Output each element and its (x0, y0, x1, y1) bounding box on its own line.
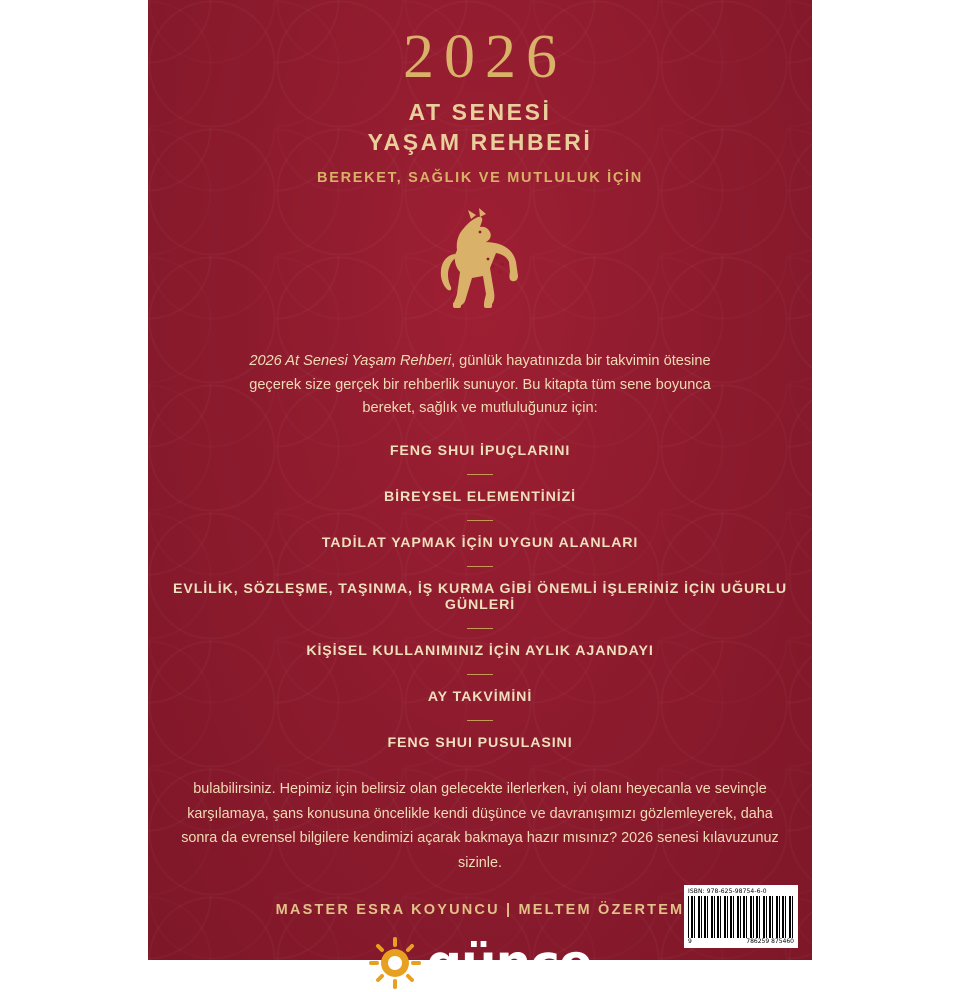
title-line-1: AT SENESİ (408, 99, 552, 125)
book-back-cover (148, 0, 812, 992)
list-separator (467, 674, 493, 675)
sun-logo-icon (368, 936, 422, 990)
list-item: BİREYSEL ELEMENTİNİZİ (383, 488, 577, 505)
barcode-right-digits: 786259 875460 (746, 938, 794, 945)
list-separator (467, 566, 493, 567)
list-item: FENG SHUI İPUÇLARINI (389, 442, 571, 459)
publisher-name: günçe (426, 933, 592, 992)
list-separator (467, 520, 493, 521)
horse-illustration-wrap (148, 202, 812, 332)
barcode-left-digit: 9 (688, 938, 692, 945)
list-separator (467, 720, 493, 721)
page-title-year: 2026 (403, 23, 567, 91)
horse-icon (410, 206, 550, 328)
title-line-2: YAŞAM REHBERİ (367, 129, 593, 155)
list-item: AY TAKVİMİNİ (427, 688, 533, 705)
barcode-icon (688, 896, 794, 938)
list-item: KİŞİSEL KULLANIMINIZ İÇİN AYLIK AJANDAYI (306, 642, 654, 659)
list-item: EVLİLİK, SÖZLEŞME, TAŞINMA, İŞ KURMA GİBİ ÖNEMLİ İŞLERİNİZ İÇİN UĞURLU GÜNLERİ (173, 580, 787, 613)
authors-line: MASTER ESRA KOYUNCU | MELTEM ÖZERTEM (275, 901, 685, 918)
cover-subtitle: BEREKET, SAĞLIK VE MUTLULUK İÇİN (317, 170, 643, 186)
list-item: TADİLAT YAPMAK İÇİN UYGUN ALANLARI (321, 534, 639, 551)
list-separator (467, 628, 493, 629)
barcode-block (684, 885, 798, 948)
list-separator (467, 474, 493, 475)
isbn-label: ISBN: 978-625-98754-6-0 (688, 888, 767, 895)
intro-rest: , günlük hayatınızda bir takvimin ötesine geçerek size gerçek bir rehberlik sunuyor. Bu kitapta tüm sene boyunca bereket, sağlık ve mutluluğunuz için: (249, 353, 711, 417)
barcode-digits (688, 938, 794, 946)
intro-paragraph (240, 350, 720, 421)
feature-list (160, 443, 800, 751)
closing-paragraph: bulabilirsiniz. Hepimiz için belirsiz olan gelecekte ilerlerken, iyi olanı heyecanla ve sevinçle karşılamaya, şans konusuna öncelikle kendi düşünce ve davranışımızı gözlemleyerek, daha sonra da evrensel bilgilere kendimizi açarak bakmaya hazır mısınız? 2026 senesi kılavuzunuz sizinle. (181, 780, 779, 872)
cover-content (148, 0, 812, 992)
intro-emphasis: 2026 At Senesi Yaşam Rehberi (249, 353, 452, 369)
list-item: FENG SHUI PUSULASINI (387, 734, 573, 751)
